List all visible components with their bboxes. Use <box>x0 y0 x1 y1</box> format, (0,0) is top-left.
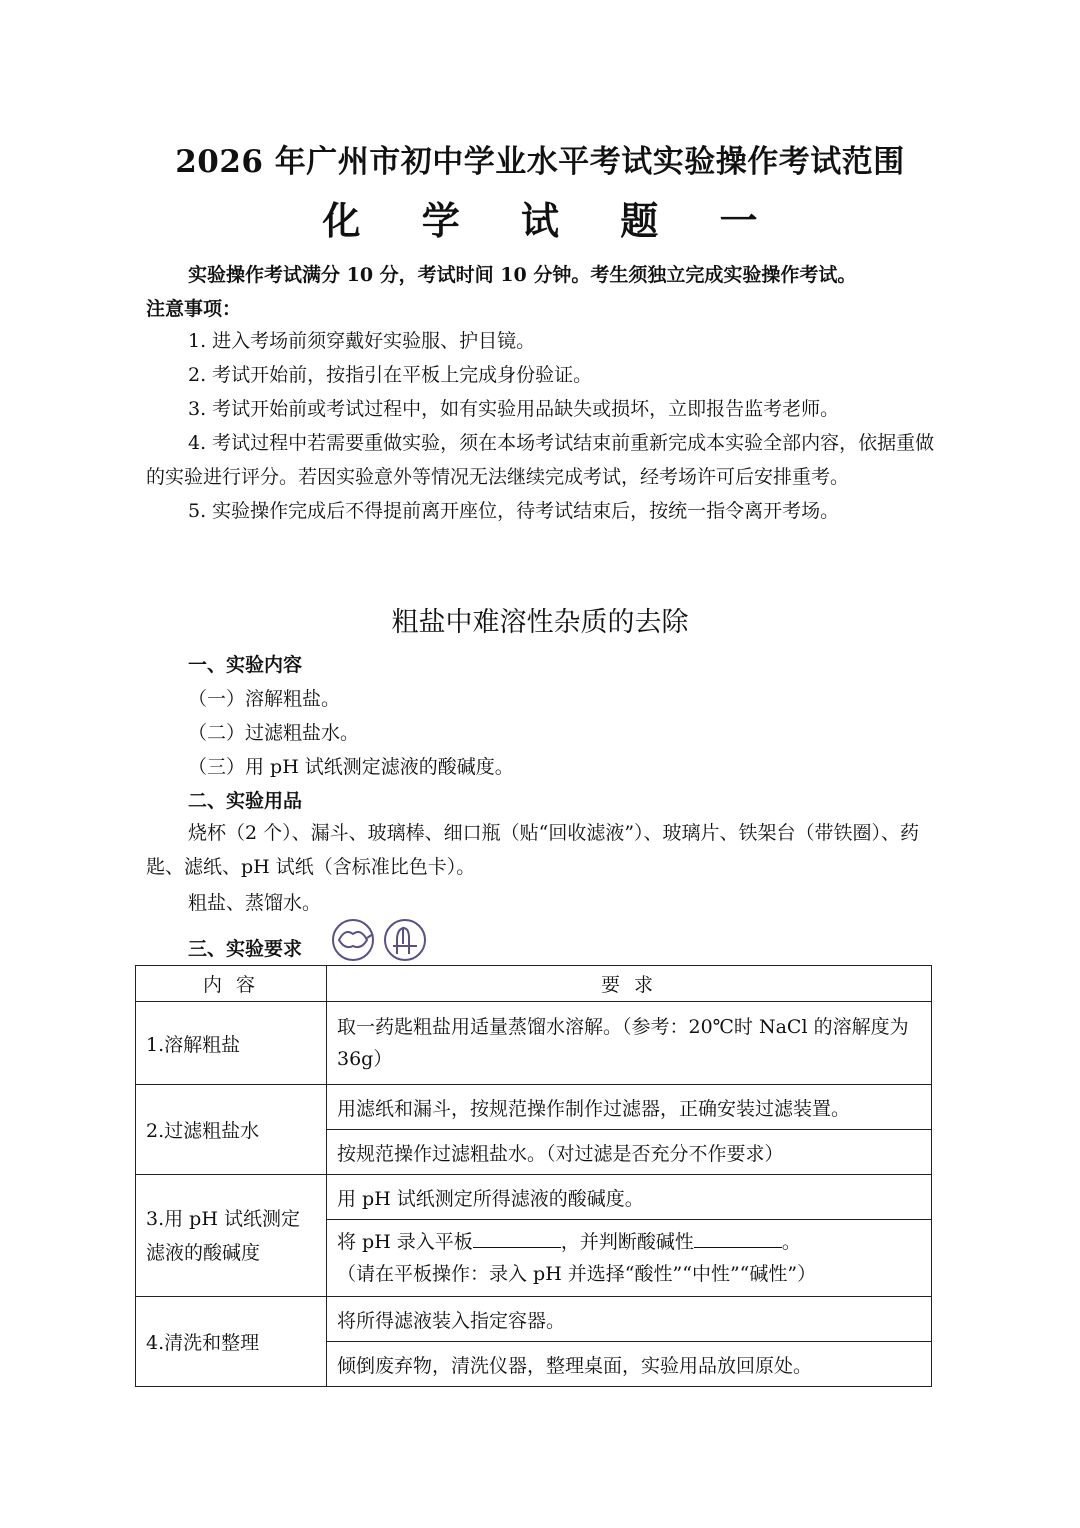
supplies-heading: 二、实验用品 <box>188 790 303 812</box>
hand-wash-icon <box>385 920 425 960</box>
content-item: （三）用 pH 试纸测定滤液的酸碱度。 <box>188 756 514 778</box>
ph-value-blank <box>473 1229 561 1248</box>
ph-text-3: 。 <box>781 1231 801 1253</box>
table-row <box>136 1175 932 1220</box>
exam-intro: 实验操作考试满分 10 分，考试时间 10 分钟。考生须独立完成实验操作考试。 <box>188 264 857 286</box>
reagents-text: 粗盐、蒸馏水。 <box>188 892 322 914</box>
notice-item: 5. 实验操作完成后不得提前离开座位，待考试结束后，按统一指令离开考场。 <box>188 500 840 522</box>
requirements-heading: 三、实验要求 <box>188 938 303 960</box>
table-row <box>136 1002 932 1085</box>
notice-item: 3. 考试开始前或考试过程中，如有实验用品缺失或损坏，立即报告监考老师。 <box>188 398 840 420</box>
table-row <box>136 1297 932 1342</box>
col-header-requirements: 要 求 <box>327 966 932 1002</box>
content-item: （一）溶解粗盐。 <box>188 688 341 710</box>
goggles-icon <box>333 920 373 960</box>
table-header-row <box>136 966 932 1002</box>
row-requirement: 用滤纸和漏斗，按规范操作制作过滤器，正确安装过滤装置。 <box>327 1085 932 1130</box>
notice-item: 1. 进入考场前须穿戴好实验服、护目镜。 <box>188 330 536 352</box>
row-requirement: 倾倒废弃物，清洗仪器，整理桌面，实验用品放回原处。 <box>327 1342 932 1387</box>
row-content: 4.清洗和整理 <box>136 1297 327 1387</box>
table-row <box>136 1085 932 1130</box>
row-requirement: 将所得滤液装入指定容器。 <box>327 1297 932 1342</box>
experiment-title: 粗盐中难溶性杂质的去除 <box>391 607 689 638</box>
acidity-blank <box>694 1229 782 1248</box>
row-requirement: 按规范操作过滤粗盐水。（对过滤是否充分不作要求） <box>327 1130 932 1175</box>
safety-icons <box>331 918 431 968</box>
notice-item: 4. 考试过程中若需要重做实验，须在本场考试结束前重新完成本实验全部内容，依据重做的实验进行评分。若因实验意外等情况无法继续完成考试，经考场许可后安排重考。 <box>146 432 935 488</box>
page-title: 2026 年广州市初中学业水平考试实验操作考试范围 <box>175 144 905 180</box>
ph-requirement-cell <box>327 1220 932 1297</box>
content-item: （二）过滤粗盐水。 <box>188 722 360 744</box>
ph-note: （请在平板操作：录入 pH 并选择“酸性”“中性”“碱性”） <box>337 1263 817 1285</box>
row-requirement: 取一药匙粗盐用适量蒸馏水溶解。（参考：20℃时 NaCl 的溶解度为 36g） <box>327 1002 932 1085</box>
ph-text-1: 将 pH 录入平板 <box>337 1231 473 1253</box>
col-header-content: 内 容 <box>136 966 327 1002</box>
ph-text-2: ，并判断酸碱性 <box>560 1231 694 1253</box>
row-content: 2.过滤粗盐水 <box>136 1085 327 1175</box>
safety-icons-svg <box>331 918 431 964</box>
row-content: 3.用 pH 试纸测定滤液的酸碱度 <box>136 1175 327 1297</box>
page-subtitle: 化 学 试 题 一 <box>322 198 782 243</box>
notice-list <box>146 324 936 528</box>
notice-item: 2. 考试开始前，按指引在平板上完成身份验证。 <box>188 364 593 386</box>
requirements-table <box>135 965 932 1387</box>
notice-heading: 注意事项： <box>146 298 242 320</box>
content-heading: 一、实验内容 <box>188 654 303 676</box>
row-requirement: 用 pH 试纸测定所得滤液的酸碱度。 <box>327 1175 932 1220</box>
row-content: 1.溶解粗盐 <box>136 1002 327 1085</box>
supplies-text: 烧杯（2 个）、漏斗、玻璃棒、细口瓶（贴“回收滤液”）、玻璃片、铁架台（带铁圈）、药匙、滤纸、pH 试纸（含标准比色卡）。 <box>146 822 920 878</box>
